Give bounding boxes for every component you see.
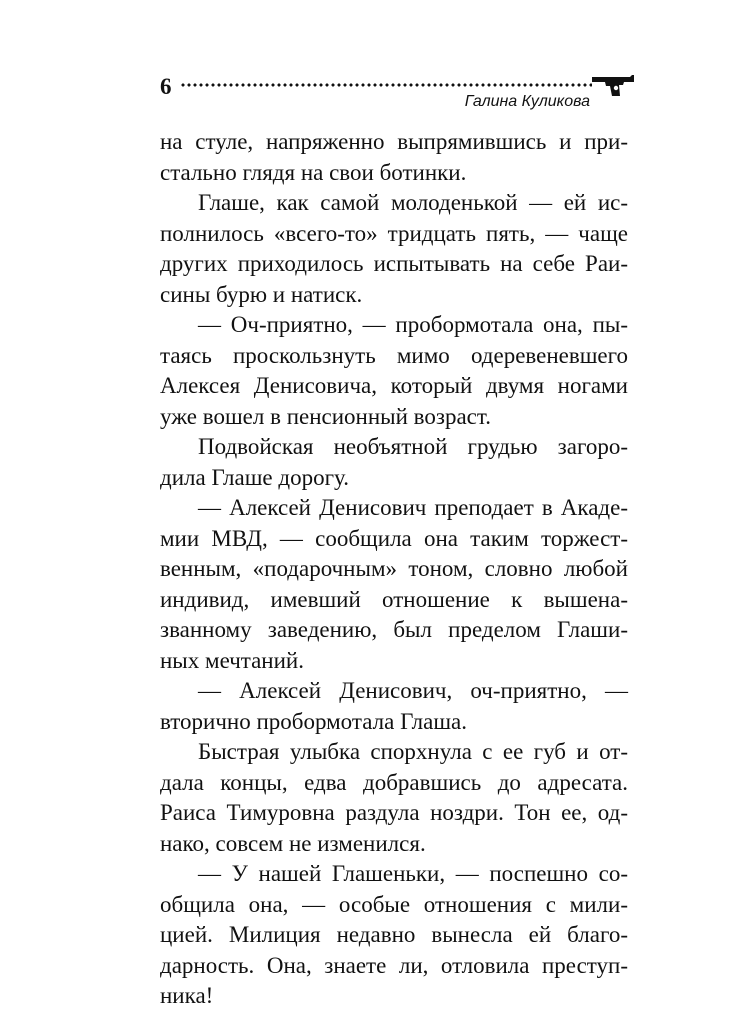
text-line: дила Глаше дорогу.: [160, 464, 349, 490]
text-line: на стуле, напряженно выпрямившись и при-: [160, 129, 628, 154]
text-line: таясь проскользнуть мимо одеревеневшего: [160, 342, 628, 368]
author-name: Галина Куликова: [464, 93, 590, 110]
text-line: полнилось «всего-то» тридцать пять, — чаще: [160, 220, 628, 246]
text-line: дарность. Она, знаете ли, отловила преступ-: [160, 952, 628, 978]
text-line: — У нашей Глашеньки, — поспешно со-: [198, 861, 628, 886]
text-line: вторично пробормотала Глаша.: [160, 708, 467, 734]
running-header: [160, 74, 638, 114]
text-line: Алексея Денисовича, который двумя ногами: [160, 373, 628, 398]
text-line: уже вошел в пенсионный возраст.: [160, 403, 491, 429]
text-line: — Алексей Денисович преподает в Акаде-: [198, 495, 628, 520]
text-line: стально глядя на свои ботинки.: [160, 159, 467, 185]
text-line: мии МВД, — сообщила она таким торжест-: [160, 525, 628, 551]
page-number: 6: [160, 74, 172, 99]
text-line: дала концы, едва добравшись до адресата.: [160, 769, 628, 795]
text-line: — Оч-приятно, — пробормотала она, пы-: [198, 312, 628, 337]
text-line: ника!: [160, 983, 214, 1008]
text-line: Подвойская необъятной грудью загоро-: [198, 434, 628, 459]
text-line: нако, совсем не изменился.: [160, 830, 426, 856]
text-line: Глаше, как самой молоденькой — ей ис-: [198, 190, 628, 215]
text-line: званному заведению, был пределом Глаши-: [160, 617, 628, 642]
body-text: [160, 127, 628, 1012]
revolver-icon: [590, 74, 636, 98]
text-line: Раиса Тимуровна раздула ноздри. Тон ее, од-: [160, 800, 628, 825]
text-line: цией. Милиция недавно вынесла ей благо-: [160, 922, 628, 947]
text-line: Быстрая улыбка спорхнула с ее губ и от-: [198, 739, 628, 764]
text-line: общила она, — особые отношения с мили-: [160, 891, 628, 917]
text-line: других приходилось испытывать на себе Раи-: [160, 251, 628, 276]
text-line: ных мечтаний.: [160, 647, 304, 673]
text-line: индивид, имевший отношение к вышена-: [160, 586, 628, 612]
dotted-leader: [180, 82, 592, 88]
text-line: сины бурю и натиск.: [160, 281, 363, 307]
text-line: — Алексей Денисович, оч-приятно, —: [198, 678, 628, 703]
text-line: венным, «подарочным» тоном, словно любой: [160, 556, 628, 581]
